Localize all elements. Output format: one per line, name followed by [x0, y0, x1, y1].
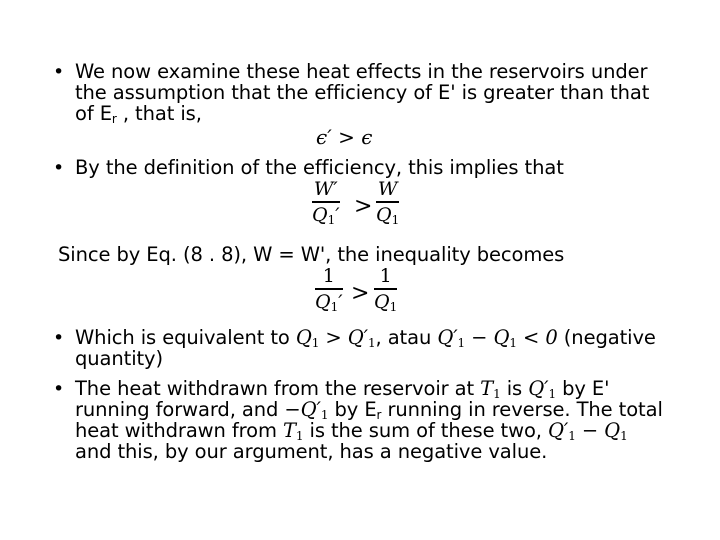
p2-line1: By the definition of the efficiency, this implies that [75, 156, 564, 179]
greater-than-sign: > [354, 194, 373, 219]
p3-line1: Since by Eq. (8 . 8), W = W', the inequality becomes [58, 243, 565, 266]
p1-line3: of $E_r$ , that is, [75, 102, 202, 126]
fraction-one-over-q1-prime: 1 $Q_1'$ [315, 265, 343, 314]
greater-than-sign: > [351, 281, 370, 306]
p5-line3: heat withdrawn from $T_1$ is the sum of these two, $Q'_1 - Q_1$ [75, 419, 628, 443]
efficiency-inequality: ϵ′ > ϵ [316, 125, 373, 149]
p4-line1: Which is equivalent to $Q_1 > Q'_1$, atau $Q'_1 - Q_1 < 0$ (negative [75, 326, 656, 350]
fraction-w-prime-over-q1-prime: W′ $Q_1'$ [312, 178, 340, 227]
p5-line2: running forward, and $-Q'_1$ by $E_r$ running in reverse. The total [75, 398, 663, 422]
p1-line1: We now examine these heat effects in the reservoirs under [75, 60, 648, 83]
fraction-w-over-q1: W $Q_1$ [376, 178, 400, 227]
p4-line2: quantity) [75, 347, 164, 370]
fraction-one-over-q1: 1 $Q_1$ [374, 265, 398, 314]
bullet-marker: • [53, 157, 65, 179]
p5-line1: The heat withdrawn from the reservoir at $T_1$ is $Q'_1$ by E' [75, 377, 610, 401]
bullet-marker: • [53, 327, 65, 349]
bullet-marker: • [53, 378, 65, 400]
p1-line2: the assumption that the efficiency of E' is greater than that [75, 81, 650, 104]
bullet-marker: • [53, 61, 65, 83]
p5-line4: and this, by our argument, has a negative value. [75, 440, 548, 463]
